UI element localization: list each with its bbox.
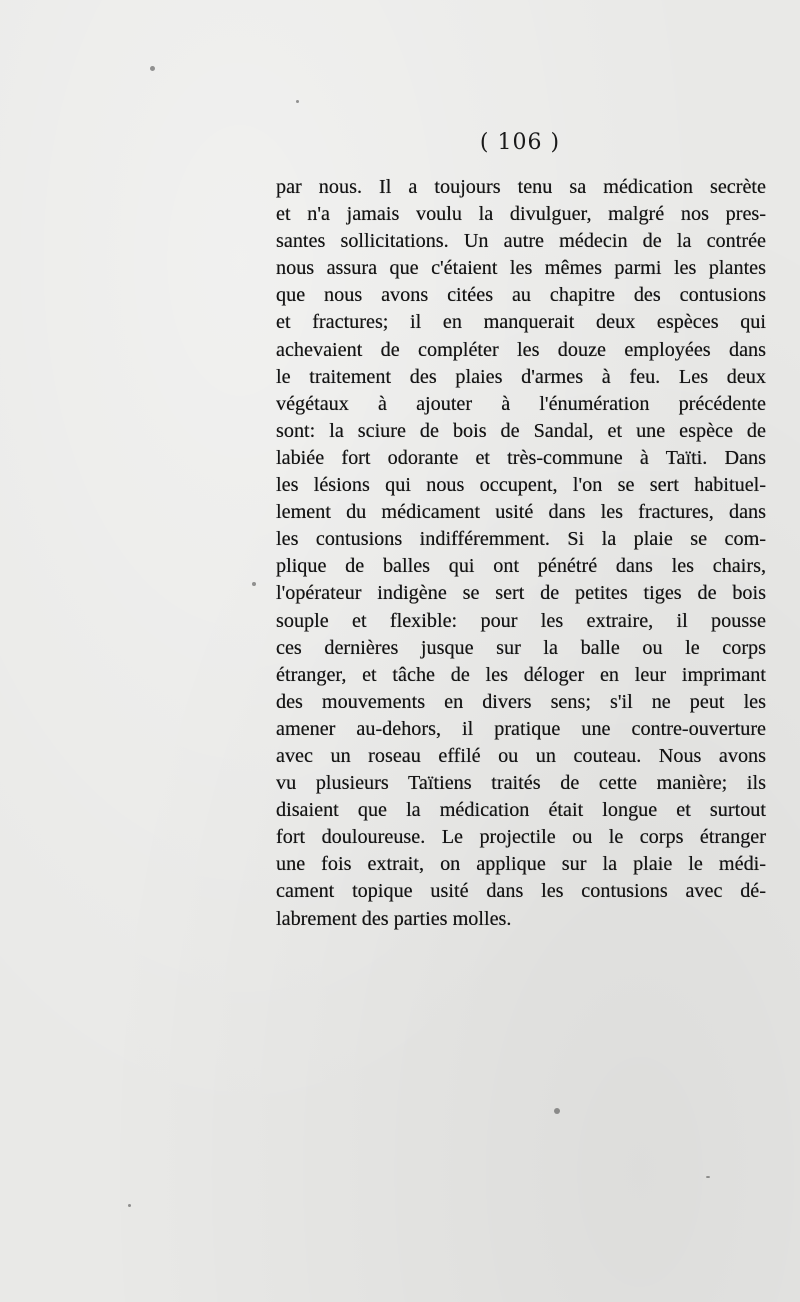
ink-speck [252,582,256,586]
text-line: souple et flexible: pour les extraire, il pousse [276,609,766,632]
text-line: le traitement des plaies d'armes à feu. Les deux [276,365,766,388]
text-line: ces dernières jusque sur la balle ou le corps [276,636,766,659]
ink-speck [150,66,155,71]
text-line: achevaient de compléter les douze employées dans [276,338,766,361]
text-line: amener au-dehors, il pratique une contre-ouverture [276,717,766,740]
text-line: nous assura que c'étaient les mêmes parmi les plantes [276,257,766,280]
text-line: les lésions qui nous occupent, l'on se sert habituel- [276,474,766,497]
text-line: des mouvements en divers sens; s'il ne peut les [276,690,766,713]
ink-speck [706,1176,710,1178]
text-line: disaient que la médication était longue et surtout [276,799,766,822]
text-line: que nous avons citées au chapitre des contusions [276,284,766,307]
text-line: végétaux à ajouter à l'énumération précédente [276,392,766,415]
text-line: par nous. Il a toujours tenu sa médication secrète [276,176,766,198]
text-line: les contusions indifféremment. Si la plaie se com- [276,528,766,551]
text-line: labiée fort odorante et très-commune à Taïti. Dans [276,446,766,469]
text-line: une fois extrait, on applique sur la plaie le médi- [276,853,766,876]
ink-speck [554,1108,560,1114]
text-line: avec un roseau effilé ou un couteau. Nous avons [276,744,766,767]
text-line: étranger, et tâche de les déloger en leur imprimant [276,663,766,686]
text-line: et n'a jamais voulu la divulguer, malgré nos pres- [276,203,766,226]
text-line: vu plusieurs Taïtiens traités de cette manière; ils [276,772,766,795]
ink-speck [128,1204,131,1207]
text-line: labrement des parties molles. [276,907,512,930]
page-number: ( 106 ) [479,130,561,155]
text-line: l'opérateur indigène se sert de petites tiges de bois [276,582,766,605]
text-line: santes sollicitations. Un autre médecin de la contrée [276,230,766,253]
text-line: et fractures; il en manquerait deux espèces qui [276,311,766,334]
text-line: fort douloureuse. Le projectile ou le corps étranger [276,826,766,849]
body-text [276,174,766,933]
ink-speck [296,100,299,103]
text-line: plique de balles qui ont pénétré dans les chairs, [276,555,766,578]
text-line: lement du médicament usité dans les fractures, dans [276,501,766,524]
text-line: cament topique usité dans les contusions avec dé- [276,880,766,903]
text-line: sont: la sciure de bois de Sandal, et une espèce de [276,419,766,442]
